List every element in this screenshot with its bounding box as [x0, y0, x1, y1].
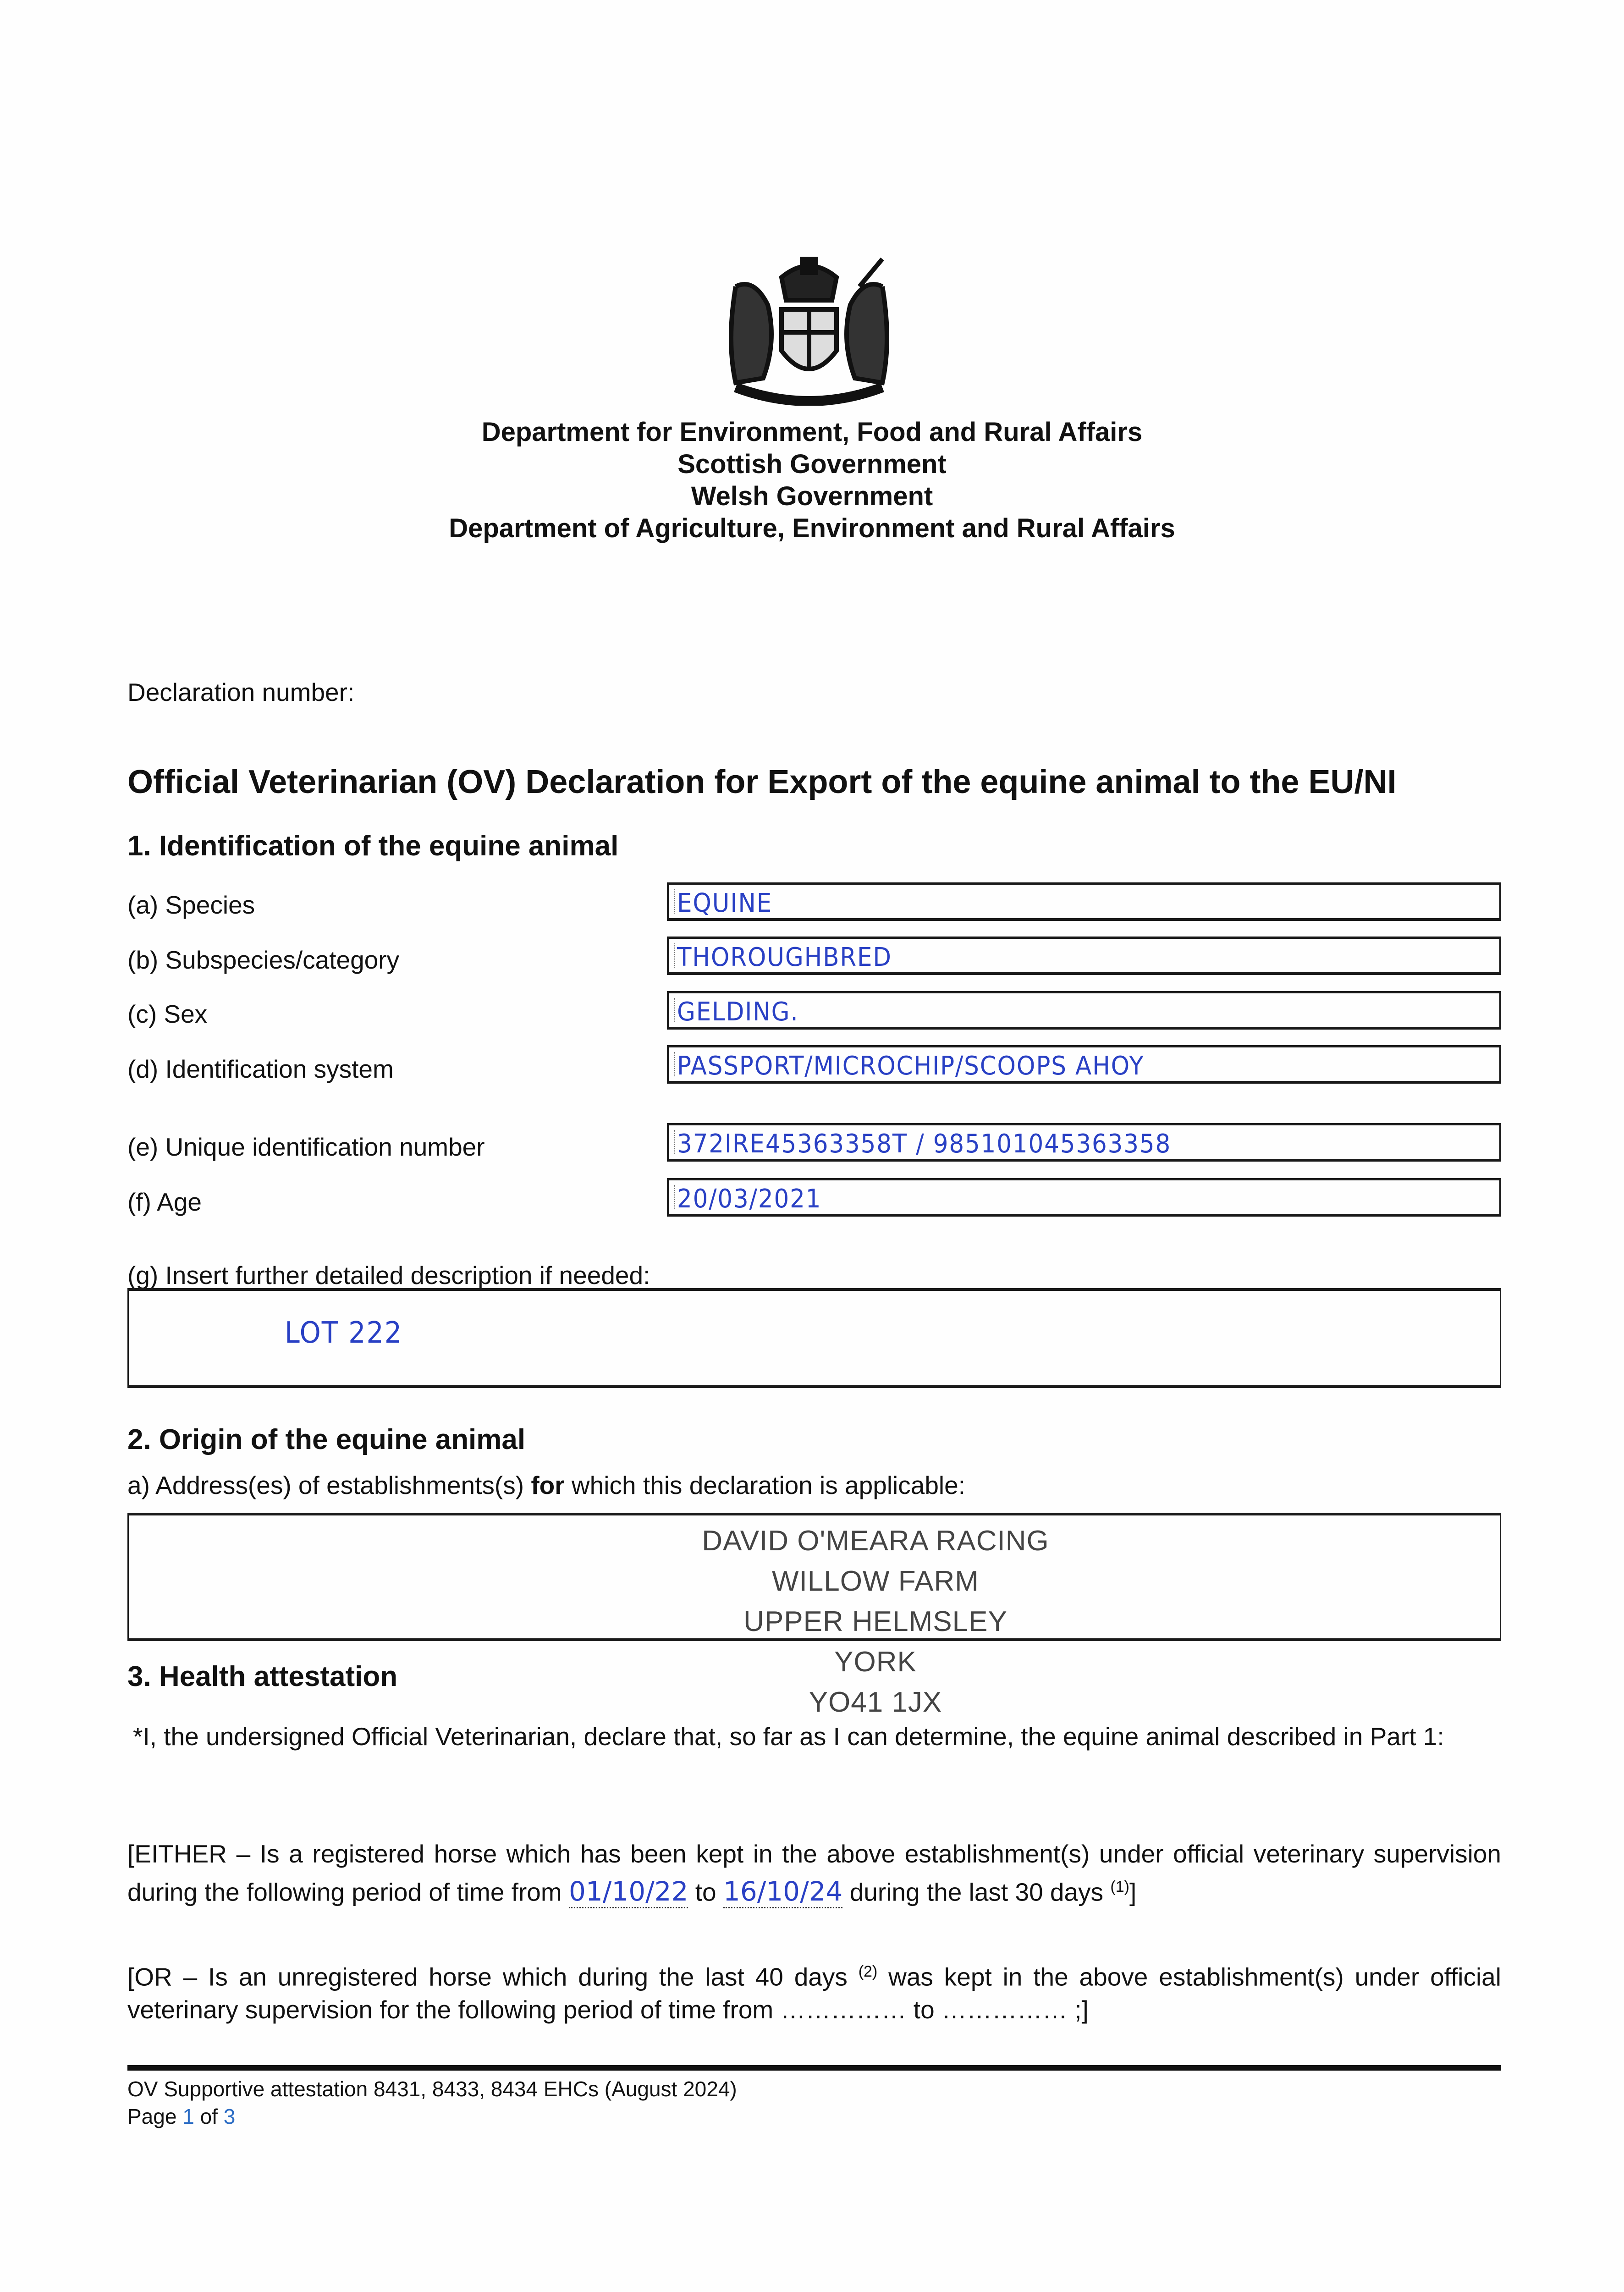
sex-field[interactable] — [667, 991, 1501, 1030]
footnote-ref: (1) — [1110, 1878, 1129, 1895]
section2-heading: 2. Origin of the equine animal — [127, 1424, 526, 1455]
field-marker — [674, 943, 675, 968]
or-text: [OR – Is an unregistered horse which during the last 40 days — [127, 1962, 859, 1991]
unique-id-label: (e) Unique identification number — [127, 1133, 485, 1161]
agency-daera: Department of Agriculture, Environment and Rural Affairs — [449, 513, 1175, 543]
identification-system-field[interactable] — [667, 1045, 1501, 1084]
either-text: during the last 30 days — [842, 1878, 1111, 1906]
either-text: [EITHER – Is a registered horse which has been kept in the above establishment(s) under official veterinary supervision during the following period of time from — [127, 1840, 1501, 1906]
age-label: (f) Age — [127, 1188, 202, 1216]
age-field[interactable] — [667, 1178, 1501, 1217]
page-total: 3 — [223, 2105, 236, 2128]
either-text: ] — [1129, 1878, 1137, 1906]
unique-id-field[interactable] — [667, 1123, 1501, 1162]
either-clause — [127, 1837, 1501, 1908]
address-line: YO41 1JX — [809, 1686, 942, 1718]
section3-heading: 3. Health attestation — [127, 1661, 398, 1692]
species-label: (a) Species — [127, 891, 255, 919]
subspecies-value: THOROUGHBRED — [677, 942, 892, 972]
either-to-date-field[interactable]: 16/10/24 — [723, 1876, 843, 1908]
further-description-label: (g) Insert further detailed description if needed: — [127, 1261, 650, 1289]
either-text: to — [688, 1878, 723, 1906]
field-marker — [674, 1052, 675, 1076]
address-line: DAVID O'MEARA RACING — [702, 1525, 1049, 1557]
identification-system-value: PASSPORT/MICROCHIP/SCOOPS AHOY — [677, 1051, 1145, 1081]
agency-scottish-government: Scottish Government — [677, 449, 947, 479]
sex-label: (c) Sex — [127, 1000, 208, 1028]
or-text: was kept in the above establishment(s) under official veterinary supervision for the following period of time from …………… to …………… ;] — [127, 1962, 1501, 2024]
health-intro: *I, the undersigned Official Veterinarian, declare that, so far as I can determine, the equine animal described in Part 1: — [133, 1722, 1444, 1751]
subspecies-field[interactable] — [667, 937, 1501, 975]
footer-reference: OV Supportive attestation 8431, 8433, 8434 EHCs (August 2024) — [127, 2077, 737, 2101]
address-label-text: a) Address(es) of establishments(s) — [127, 1471, 531, 1499]
page-title: Official Veterinarian (OV) Declaration for Export of the equine animal to the EU/NI — [127, 764, 1397, 800]
sex-value: GELDING. — [677, 997, 799, 1027]
address-label — [127, 1471, 965, 1500]
further-description-field[interactable] — [127, 1288, 1501, 1388]
address-line: UPPER HELMSLEY — [743, 1606, 1007, 1637]
agency-welsh-government: Welsh Government — [691, 481, 933, 511]
subspecies-label: (b) Subspecies/category — [127, 946, 400, 974]
unique-id-value: 372IRE45363358T / 985101045363358 — [677, 1129, 1172, 1159]
agency-defra: Department for Environment, Food and Rural Affairs — [481, 417, 1143, 447]
royal-coat-of-arms-icon — [708, 250, 910, 406]
field-marker — [674, 998, 675, 1022]
address-label-emphasis: for — [531, 1471, 565, 1499]
species-value: EQUINE — [677, 888, 773, 918]
field-marker — [674, 1185, 675, 1209]
section1-heading: 1. Identification of the equine animal — [127, 830, 619, 862]
either-from-date-field[interactable]: 01/10/22 — [569, 1876, 688, 1908]
page-indicator — [127, 2104, 235, 2129]
page-of: of — [194, 2105, 224, 2128]
page-word: Page — [127, 2105, 183, 2128]
identification-system-label: (d) Identification system — [127, 1055, 394, 1083]
species-field[interactable] — [667, 882, 1501, 921]
address-line: YORK — [834, 1646, 917, 1678]
address-line: WILLOW FARM — [772, 1565, 979, 1597]
or-clause — [127, 1955, 1501, 2026]
footer-divider — [127, 2065, 1501, 2071]
field-marker — [674, 1130, 675, 1154]
address-label-text: which this declaration is applicable: — [564, 1471, 966, 1499]
declaration-number-label: Declaration number: — [127, 678, 355, 706]
footnote-ref: (2) — [858, 1963, 878, 1980]
age-value: 20/03/2021 — [677, 1184, 822, 1214]
page-current: 1 — [182, 2105, 194, 2128]
field-marker — [674, 889, 675, 914]
further-description-value: LOT 222 — [285, 1316, 402, 1350]
